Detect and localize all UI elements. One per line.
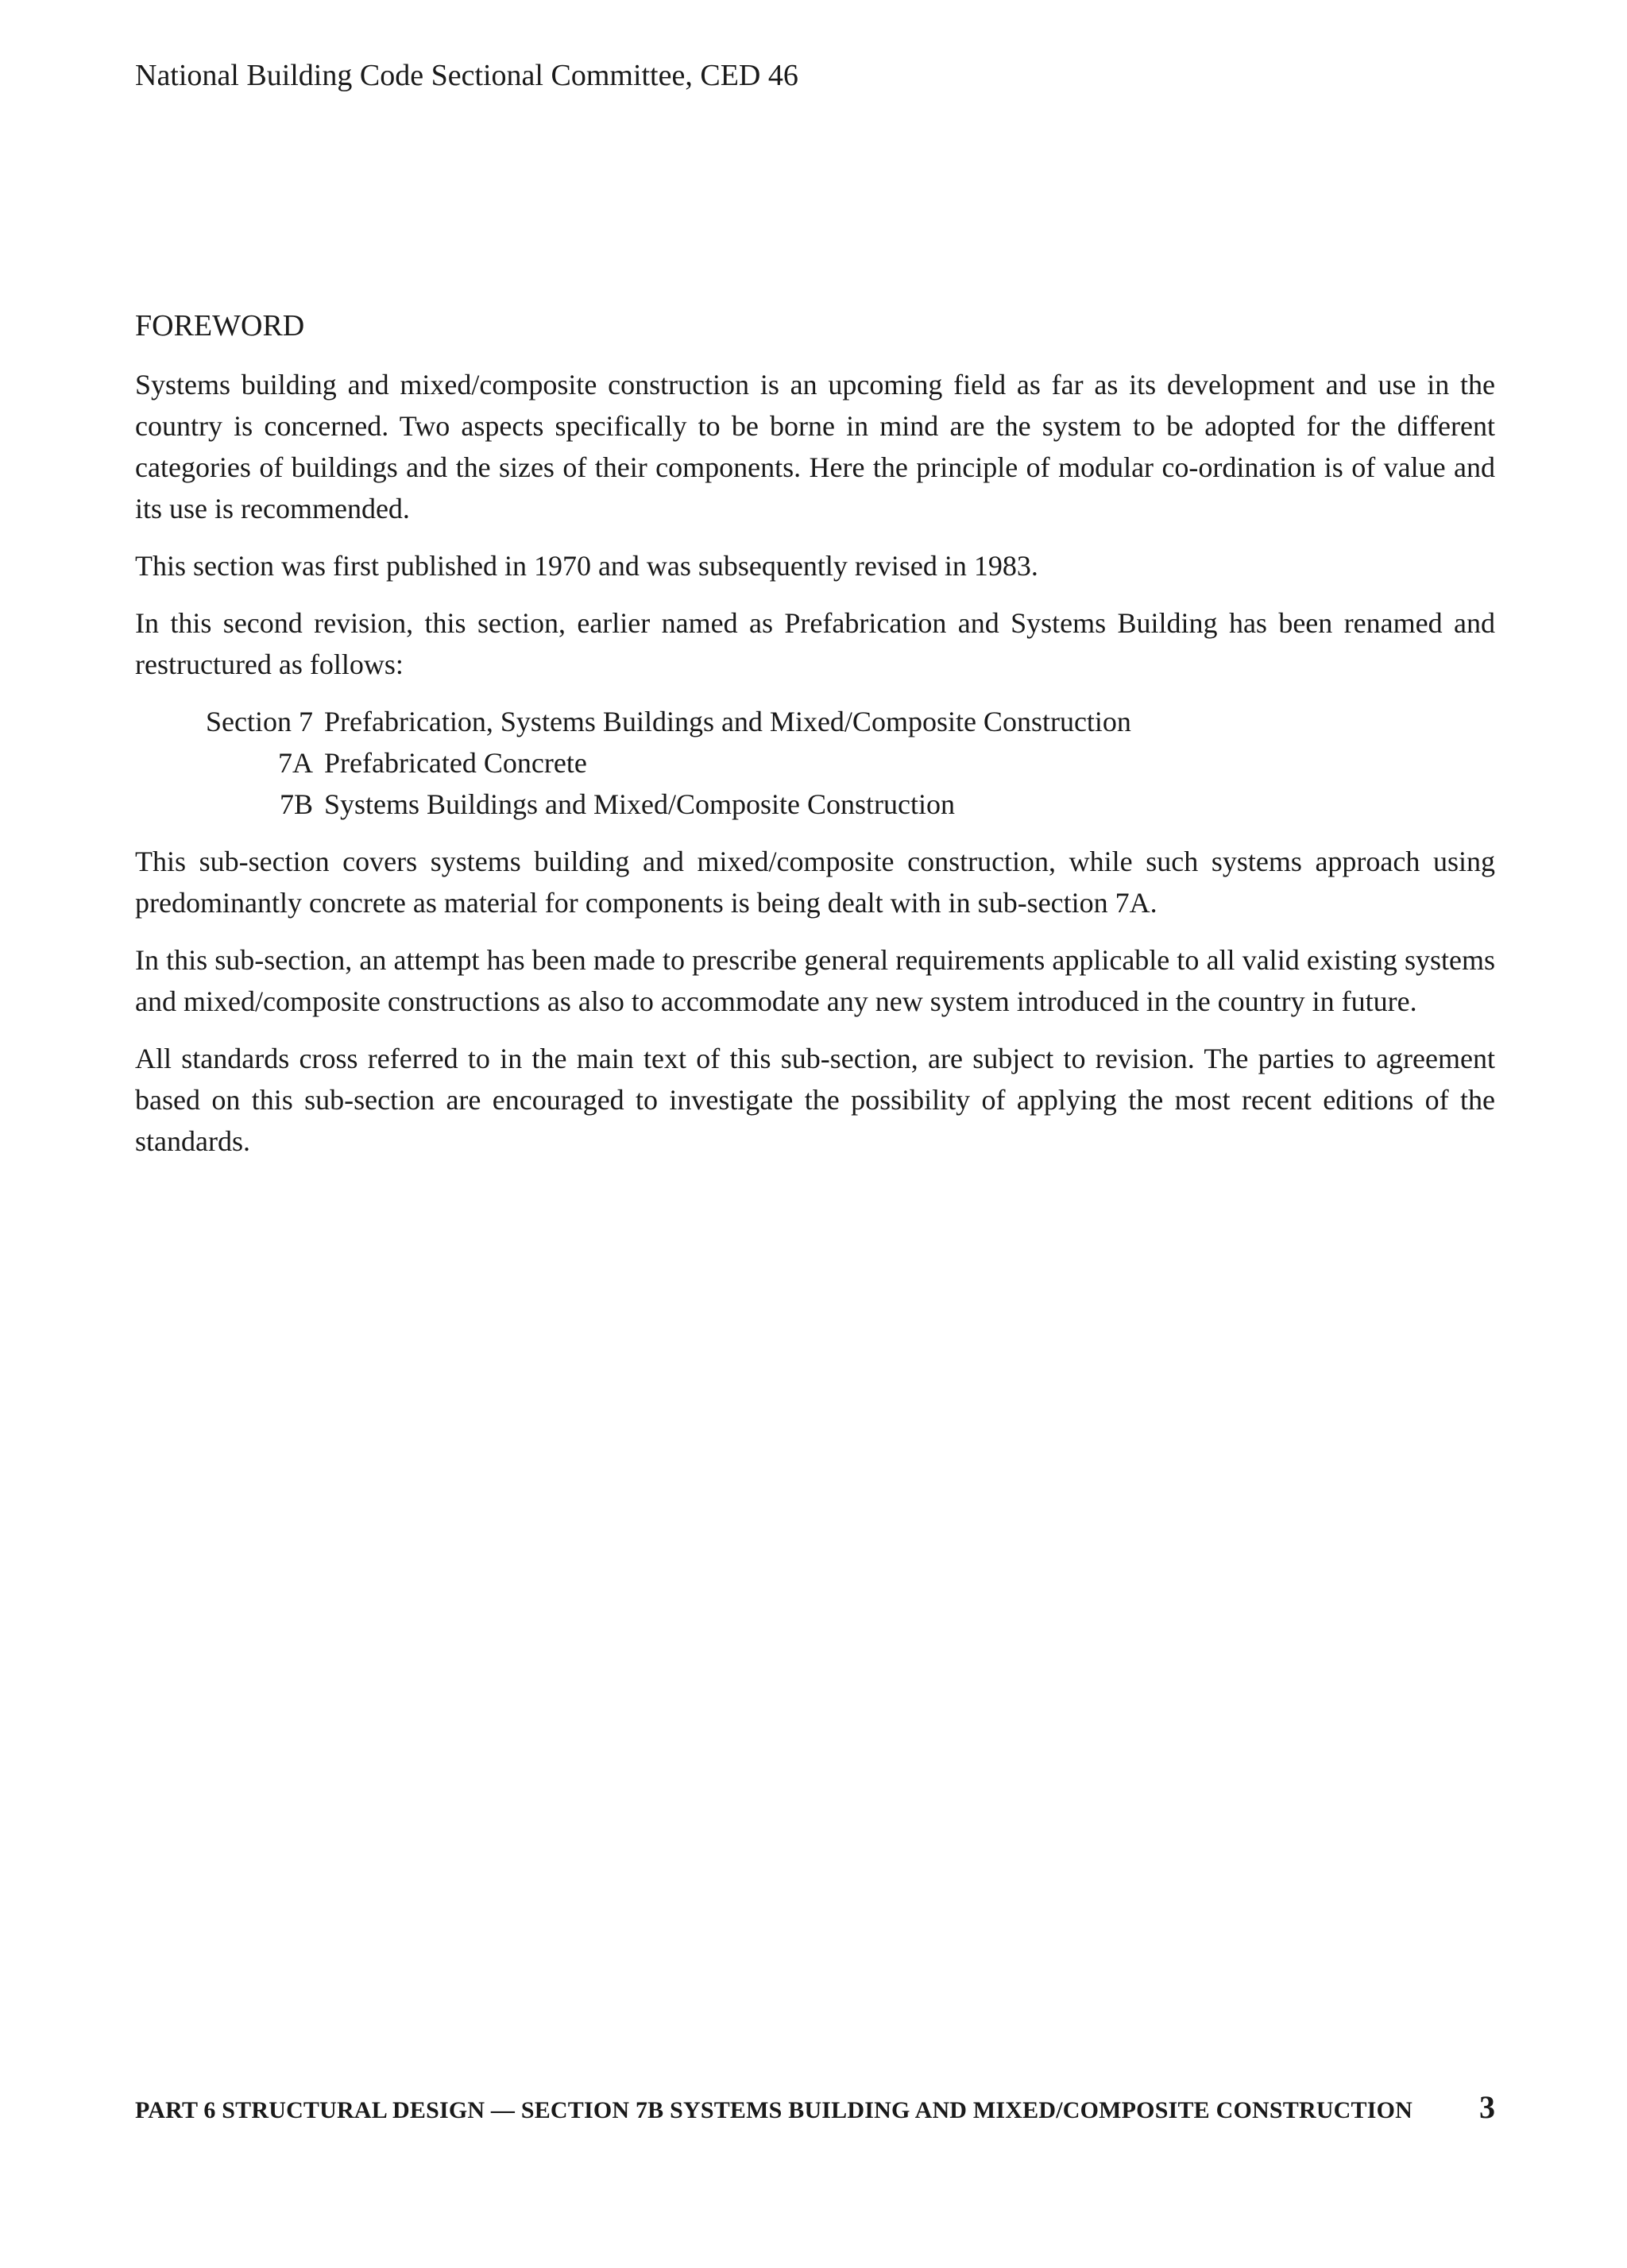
foreword-paragraph-intro: Systems building and mixed/composite construction is an upcoming field as far as its development and use in the country is concerned. Two aspects specifically to be borne in mind are the system to be adopted for the different categories of buildings and the sizes of their components. Here the principle of modular co-ordination is of value and its use is recommended. (135, 369, 1495, 524)
section-number: Section 7 (206, 706, 313, 737)
foreword-paragraph-standards: All standards cross referred to in the main text of this sub-section, are subject to revision. The parties to agreement based on this sub-section are encouraged to investigate the possibility of applying the most recent editions of the standards. (135, 1043, 1495, 1157)
foreword-paragraph-requirements: In this sub-section, an attempt has been made to prescribe general requirements applicable to all valid existing systems and mixed/composite constructions as also to accommodate any new system introduced in the country in future. (135, 944, 1495, 1017)
section-row (135, 701, 1495, 742)
committee-header: National Building Code Sectional Committee, CED 46 (135, 59, 798, 92)
section-number: 7B (279, 788, 313, 820)
section-title: Prefabrication, Systems Buildings and Mixed/Composite Construction (324, 706, 1131, 737)
foreword-paragraph-scope: This sub-section covers systems building and mixed/composite construction, while such systems approach using predominantly concrete as material for components is being dealt with in sub-section 7A. (135, 846, 1495, 919)
section-list (135, 701, 1495, 825)
section-title: Prefabricated Concrete (324, 747, 587, 779)
section-number: 7A (278, 747, 313, 779)
page-footer (135, 2088, 1495, 2126)
foreword-heading: FOREWORD (135, 309, 305, 343)
foreword-paragraph-history: This section was first published in 1970 and was subsequently revised in 1983. (135, 550, 1038, 582)
footer-title: PART 6 STRUCTURAL DESIGN — SECTION 7B SYSTEMS BUILDING AND MIXED/COMPOSITE CONSTRUCTION (135, 2097, 1413, 2123)
section-row (135, 784, 1495, 825)
foreword-body (135, 305, 1495, 1178)
section-title: Systems Buildings and Mixed/Composite Construction (324, 788, 956, 820)
section-row (135, 742, 1495, 784)
page-number: 3 (1479, 2089, 1495, 2125)
foreword-paragraph-revision: In this second revision, this section, earlier named as Prefabrication and Systems Building has been renamed and restructured as follows: (135, 607, 1495, 680)
